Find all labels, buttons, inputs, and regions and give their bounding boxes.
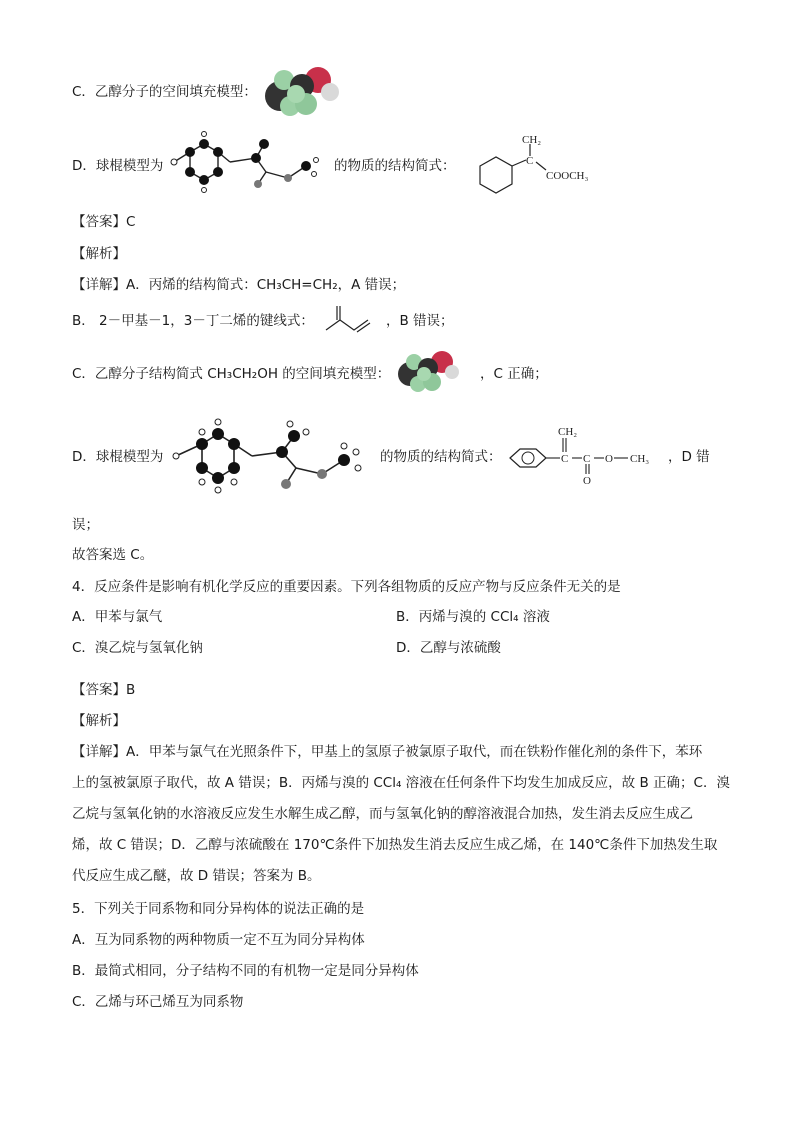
formula-c-2: C (561, 453, 569, 465)
q4-detail-line-3: 乙烷与氢氧化钠的水溶液反应发生水解生成乙醇，而与氢氧化钠的醇溶液混合加热，发生消去反应生成乙 (72, 806, 693, 822)
ethanol-space-filling-model-2 (396, 350, 462, 394)
q4-detail-line-5: 代反应生成乙醚，故 D 错误；答案为 B。 (72, 868, 321, 884)
q3-detail-d-prefix: D．球棍模型为 (72, 449, 164, 465)
q3-detail-b-prefix: B． 2－甲基－1，3－丁二烯的键线式： (72, 313, 314, 329)
ball-stick-model-large (172, 418, 368, 494)
q5-option-a: A．互为同系物的两种物质一定不互为同分异构体 (72, 932, 365, 948)
q3-option-d-middle: 的物质的结构简式： (334, 158, 456, 174)
formula-c: C (526, 155, 534, 167)
q4-detail-line-2: 上的氢被氯原子取代，故 A 错误；B．丙烯与溴的 CCl₄ 溶液在任何条件下均发生加成反应，故 B 正确；C．溴 (72, 775, 730, 791)
q5-option-c: C．乙烯与环己烯互为同系物 (72, 994, 244, 1010)
q4-answer: 【答案】B (72, 682, 136, 698)
q4-stem: 4．反应条件是影响有机化学反应的重要因素。下列各组物质的反应产物与反应条件无关的是 (72, 579, 621, 595)
q3-detail-c-suffix: ，C 正确； (480, 366, 548, 382)
ethanol-space-filling-model (262, 66, 344, 118)
q3-analysis-heading: 【解析】 (72, 246, 126, 262)
formula-o-carbonyl: O (583, 475, 591, 487)
q4-detail-line-4: 烯，故 C 错误；D．乙醇与浓硫酸在 170℃条件下加热发生消去反应生成乙烯，在 140℃条件下加热发生取 (72, 837, 718, 853)
formula-o-ester: O (605, 453, 613, 465)
q4-option-b: B．丙烯与溴的 CCl₄ 溶液 (396, 609, 550, 625)
formula-ch3: CH₃ (630, 453, 650, 465)
q3-detail-b-suffix: ，B 错误； (386, 313, 454, 329)
q4-detail-line-1: 【详解】A．甲苯与氯气在光照条件下，甲基上的氢原子被氯原子取代，而在铁粉作催化剂的条件下，苯环 (72, 744, 703, 760)
q3-detail-d-continuation: 误； (72, 517, 99, 533)
phenyl-ester-formula (504, 422, 664, 488)
formula-ch2: CH₂ (522, 134, 542, 146)
isoprene-line-structure (322, 304, 376, 334)
formula-c-3: C (583, 453, 591, 465)
ball-stick-model-small (170, 130, 320, 194)
cyclohexyl-ester-formula (460, 130, 590, 200)
q3-conclusion: 故答案选 C。 (72, 547, 154, 563)
q3-answer: 【答案】C (72, 214, 136, 230)
q3-detail-d-suffix: ，D 错 (668, 449, 710, 465)
q4-analysis-heading: 【解析】 (72, 713, 126, 729)
q3-detail-d-middle: 的物质的结构简式： (380, 449, 502, 465)
q3-detail-c-prefix: C．乙醇分子结构简式 CH₃CH₂OH 的空间填充模型： (72, 366, 391, 382)
q3-detail-a: 【详解】A．丙烯的结构简式：CH₃CH=CH₂，A 错误； (72, 277, 406, 293)
formula-cooch3: COOCH₃ (546, 170, 589, 182)
formula-ch2-2: CH₂ (558, 426, 578, 438)
q4-option-c: C．溴乙烷与氢氧化钠 (72, 640, 203, 656)
q4-option-d: D．乙醇与浓硫酸 (396, 640, 501, 656)
q4-option-a: A．甲苯与氯气 (72, 609, 163, 625)
q3-option-c: C．乙醇分子的空间填充模型： (72, 84, 257, 100)
q5-option-b: B．最简式相同，分子结构不同的有机物一定是同分异构体 (72, 963, 419, 979)
q5-stem: 5．下列关于同系物和同分异构体的说法正确的是 (72, 901, 365, 917)
q3-option-d-prefix: D．球棍模型为 (72, 158, 164, 174)
